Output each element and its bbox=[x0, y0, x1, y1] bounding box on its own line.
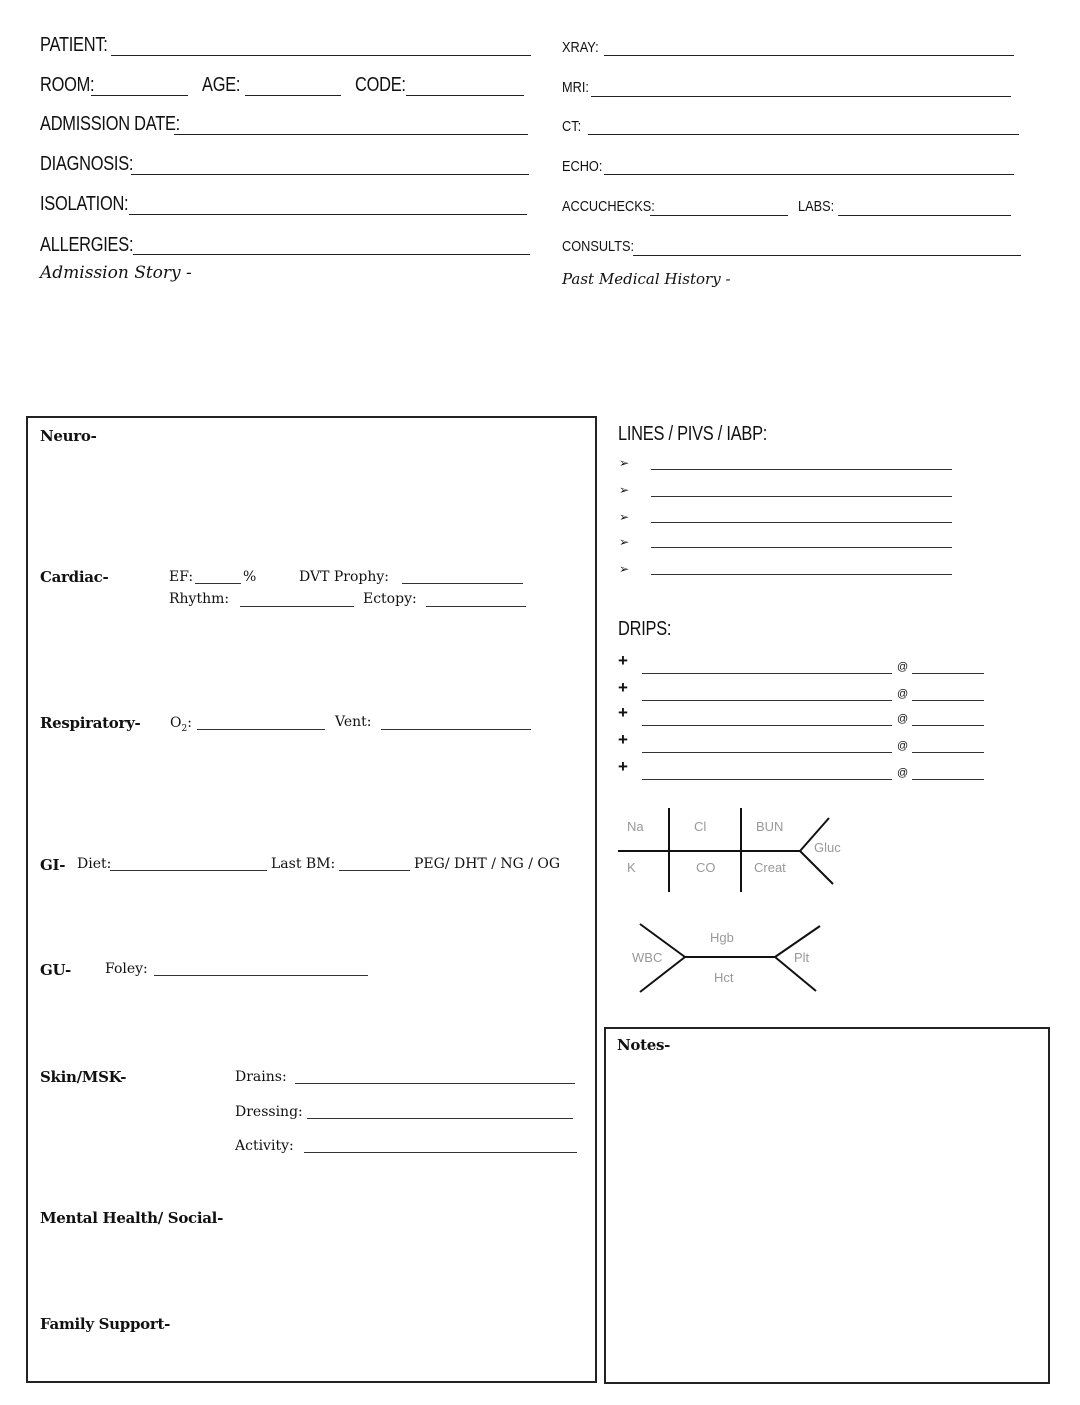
xray-field[interactable] bbox=[604, 55, 1014, 56]
skin-label: Skin/MSK- bbox=[40, 1068, 127, 1086]
bmp-na: Na bbox=[627, 819, 644, 834]
lines-bullet-4: ➢ bbox=[619, 535, 630, 549]
patient-label: PATIENT: bbox=[40, 34, 108, 56]
echo-label: ECHO: bbox=[562, 158, 603, 175]
last-bm-label: Last BM: bbox=[271, 856, 336, 872]
admission-story-label: Admission Story - bbox=[40, 263, 192, 283]
drip-bullet-5: + bbox=[618, 757, 628, 776]
drip-at-1: @ bbox=[897, 661, 909, 673]
drip-at-4: @ bbox=[897, 740, 909, 752]
cbc-wbc: WBC bbox=[632, 950, 663, 965]
lines-bullet-5: ➢ bbox=[619, 562, 630, 576]
drip-bullet-3: + bbox=[618, 703, 628, 722]
xray-label: XRAY: bbox=[562, 39, 599, 56]
drip-rate-field-4[interactable] bbox=[912, 752, 984, 753]
admission-date-field[interactable] bbox=[174, 134, 528, 135]
bmp-fork-lower bbox=[800, 851, 833, 884]
code-field[interactable] bbox=[406, 95, 524, 96]
echo-field[interactable] bbox=[604, 174, 1014, 175]
accuchecks-field[interactable] bbox=[650, 215, 788, 216]
admission-date-label: ADMISSION DATE: bbox=[40, 113, 180, 135]
gu-label: GU- bbox=[40, 961, 71, 979]
lines-field-1[interactable] bbox=[651, 469, 952, 470]
drips-title: DRIPS: bbox=[618, 618, 672, 640]
mri-field[interactable] bbox=[591, 96, 1011, 97]
rhythm-field[interactable] bbox=[240, 606, 354, 607]
ectopy-label: Ectopy: bbox=[363, 591, 417, 607]
consults-label: CONSULTS: bbox=[562, 238, 635, 255]
drip-name-field-5[interactable] bbox=[642, 779, 892, 780]
accuchecks-label: ACCUCHECKS: bbox=[562, 198, 655, 215]
labs-label: LABS: bbox=[798, 198, 835, 215]
bmp-k: K bbox=[627, 860, 636, 875]
peg-options: PEG/ DHT / NG / OG bbox=[414, 856, 561, 872]
ct-label: CT: bbox=[562, 118, 582, 135]
drains-field[interactable] bbox=[295, 1083, 575, 1084]
rhythm-label: Rhythm: bbox=[169, 591, 230, 607]
o2-field[interactable] bbox=[197, 729, 325, 730]
diet-label: Diet: bbox=[77, 856, 112, 872]
code-label: CODE: bbox=[355, 74, 406, 96]
lines-field-2[interactable] bbox=[651, 496, 952, 497]
foley-label: Foley: bbox=[105, 961, 148, 977]
family-support-label: Family Support- bbox=[40, 1315, 171, 1333]
bmp-cl: Cl bbox=[694, 819, 707, 834]
respiratory-label: Respiratory- bbox=[40, 714, 141, 732]
lines-field-4[interactable] bbox=[651, 547, 952, 548]
drip-at-5: @ bbox=[897, 767, 909, 779]
mri-label: MRI: bbox=[562, 79, 589, 96]
cbc-hgb: Hgb bbox=[710, 930, 734, 945]
isolation-field[interactable] bbox=[129, 214, 527, 215]
vent-field[interactable] bbox=[381, 729, 531, 730]
drains-label: Drains: bbox=[235, 1069, 287, 1085]
drip-name-field-1[interactable] bbox=[642, 673, 892, 674]
bmp-gluc: Gluc bbox=[814, 840, 841, 855]
ef-unit: % bbox=[243, 569, 257, 585]
drip-bullet-4: + bbox=[618, 730, 628, 749]
neuro-label: Neuro- bbox=[40, 427, 97, 445]
consults-field[interactable] bbox=[633, 255, 1021, 256]
dvt-field[interactable] bbox=[402, 583, 523, 584]
ef-field[interactable] bbox=[195, 583, 241, 584]
age-field[interactable] bbox=[245, 95, 341, 96]
bmp-co: CO bbox=[696, 860, 716, 875]
labs-field[interactable] bbox=[838, 215, 1011, 216]
drip-at-2: @ bbox=[897, 688, 909, 700]
patient-field[interactable] bbox=[111, 55, 531, 56]
foley-field[interactable] bbox=[154, 975, 368, 976]
drip-rate-field-5[interactable] bbox=[912, 779, 984, 780]
dressing-field[interactable] bbox=[307, 1118, 573, 1119]
notes-title: Notes- bbox=[617, 1036, 671, 1054]
drip-name-field-4[interactable] bbox=[642, 752, 892, 753]
drip-bullet-1: + bbox=[618, 651, 628, 670]
drip-name-field-2[interactable] bbox=[642, 700, 892, 701]
lines-bullet-3: ➢ bbox=[619, 510, 630, 524]
ef-label: EF: bbox=[169, 569, 194, 585]
dvt-label: DVT Prophy: bbox=[299, 569, 390, 585]
drip-bullet-2: + bbox=[618, 678, 628, 697]
allergies-field[interactable] bbox=[133, 254, 530, 255]
room-label: ROOM: bbox=[40, 74, 95, 96]
lines-bullet-1: ➢ bbox=[619, 456, 630, 470]
bmp-bun: BUN bbox=[756, 819, 784, 834]
cbc-plt: Plt bbox=[794, 950, 810, 965]
diagnosis-field[interactable] bbox=[131, 174, 529, 175]
allergies-label: ALLERGIES: bbox=[40, 234, 134, 256]
systems-box bbox=[26, 416, 597, 1383]
notes-box[interactable] bbox=[604, 1027, 1050, 1384]
lines-field-3[interactable] bbox=[651, 522, 952, 523]
dressing-label: Dressing: bbox=[235, 1104, 303, 1120]
drip-rate-field-2[interactable] bbox=[912, 700, 984, 701]
drip-rate-field-1[interactable] bbox=[912, 673, 984, 674]
vent-label: Vent: bbox=[335, 714, 372, 730]
last-bm-field[interactable] bbox=[339, 870, 410, 871]
ectopy-field[interactable] bbox=[426, 606, 526, 607]
lines-title: LINES / PIVS / IABP: bbox=[618, 423, 768, 445]
lines-bullet-2: ➢ bbox=[619, 483, 630, 497]
cardiac-label: Cardiac- bbox=[40, 568, 109, 586]
room-field[interactable] bbox=[91, 95, 188, 96]
o2-label: $O_2$: bbox=[170, 715, 192, 734]
bmp-creat: Creat bbox=[754, 860, 786, 875]
lines-field-5[interactable] bbox=[651, 574, 952, 575]
diet-field[interactable] bbox=[110, 870, 267, 871]
drip-name-field-3[interactable] bbox=[642, 725, 892, 726]
activity-label: Activity: bbox=[235, 1138, 294, 1154]
isolation-label: ISOLATION: bbox=[40, 193, 129, 215]
past-medical-history-label: Past Medical History - bbox=[562, 270, 731, 288]
mental-health-label: Mental Health/ Social- bbox=[40, 1209, 224, 1227]
ct-field[interactable] bbox=[588, 134, 1019, 135]
gi-label: GI- bbox=[40, 856, 66, 874]
drip-at-3: @ bbox=[897, 713, 909, 725]
activity-field[interactable] bbox=[304, 1152, 577, 1153]
drip-rate-field-3[interactable] bbox=[912, 725, 984, 726]
diagnosis-label: DIAGNOSIS: bbox=[40, 153, 134, 175]
cbc-hct: Hct bbox=[714, 970, 734, 985]
age-label: AGE: bbox=[202, 74, 241, 96]
